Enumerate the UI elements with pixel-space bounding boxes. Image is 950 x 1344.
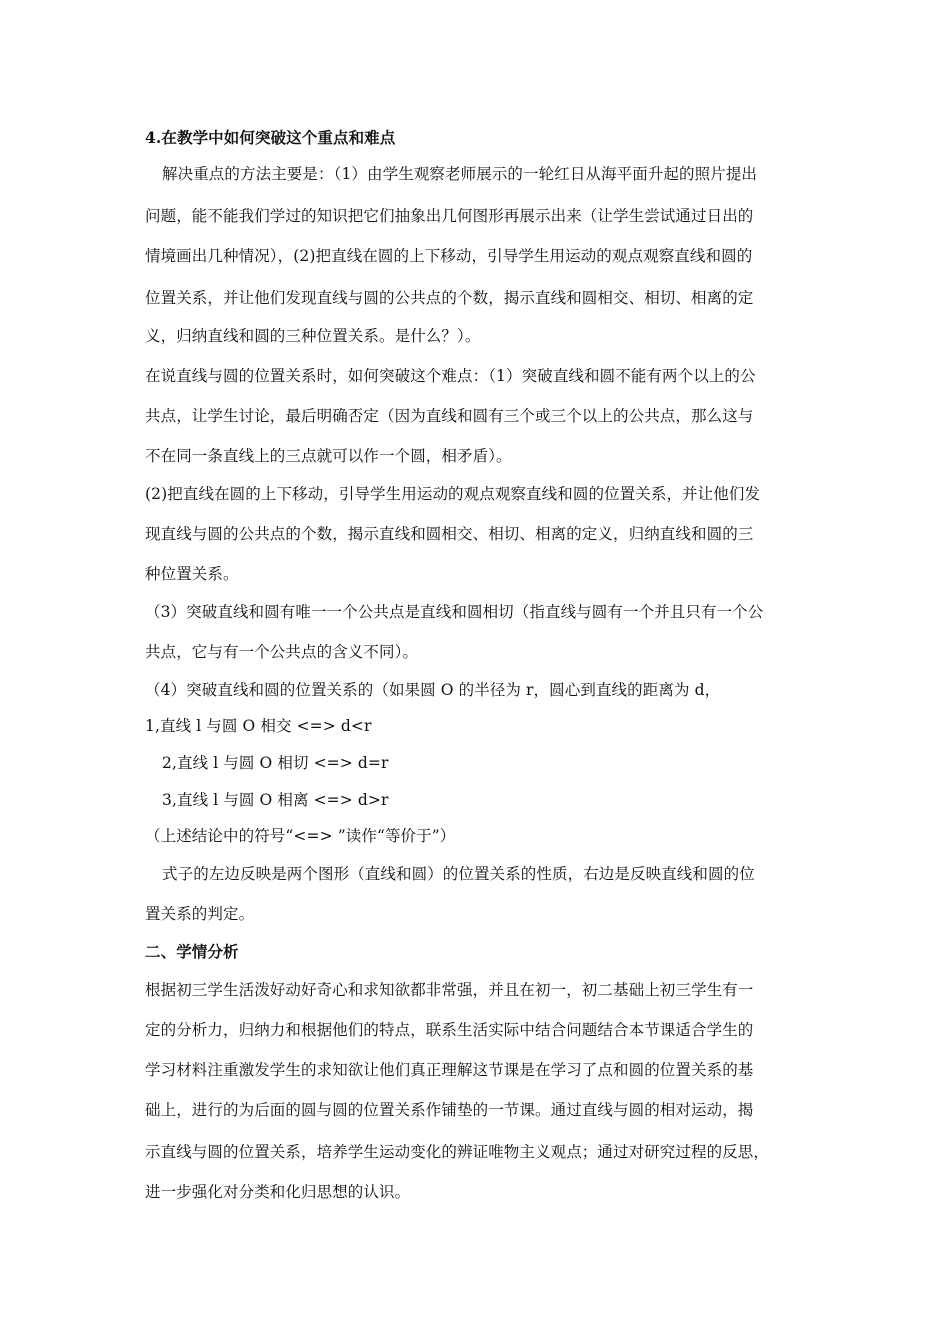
relation-line: 3,直线 l 与圆 O 相离 <=> d>r [162, 791, 389, 809]
paragraph-line: 问题，能不能我们学过的知识把它们抽象出几何图形再展示出来（让学生尝试通过日出的 [145, 207, 754, 225]
paragraph-line: 不在同一条直线上的三点就可以作一个圆，相矛盾）。 [145, 447, 512, 465]
paragraph-line: 情境画出几种情况），(2)把直线在圆的上下移动，引导学生用运动的观点观察直线和圆的 [145, 247, 753, 265]
paragraph-line: (2)把直线在圆的上下移动，引导学生用运动的观点观察直线和圆的位置关系，并让他们发 [145, 485, 761, 503]
paragraph-line: 现直线与圆的公共点的个数，揭示直线和圆相交、相切、相离的定义，归纳直线和圆的三 [145, 525, 754, 543]
paragraph-line: 置关系的判定。 [145, 905, 255, 923]
paragraph-line: 根据初三学生活泼好动好奇心和求知欲都非常强，并且在初一，初二基础上初三学生有一 [145, 981, 754, 999]
paragraph-line: 解决重点的方法主要是：（1）由学生观察老师展示的一轮红日从海平面升起的照片提出 [162, 165, 758, 183]
paragraph-line: 示直线与圆的位置关系，培养学生运动变化的辨证唯物主义观点；通过对研究过程的反思， [145, 1143, 770, 1161]
paragraph-line: 在说直线与圆的位置关系时，如何突破这个难点：（1）突破直线和圆不能有两个以上的公 [145, 367, 756, 385]
relation-line: 1,直线 l 与圆 O 相交 <=> d<r [145, 717, 372, 735]
paragraph-line: 种位置关系。 [145, 565, 239, 583]
paragraph-line: 学习材料注重激发学生的求知欲让他们真正理解这节课是在学习了点和圆的位置关系的基 [145, 1061, 754, 1079]
paragraph-line: （3）突破直线和圆有唯一一个公共点是直线和圆相切（指直线与圆有一个并且只有一个公 [145, 603, 764, 621]
paragraph-line: 位置关系，并让他们发现直线与圆的公共点的个数，揭示直线和圆相交、相切、相离的定 [145, 289, 754, 307]
paragraph-line: 共点，它与有一个公共点的含义不同）。 [145, 643, 419, 661]
paragraph-line: 进一步强化对分类和化归思想的认识。 [145, 1183, 411, 1201]
paragraph-line: （4）突破直线和圆的位置关系的（如果圆 O 的半径为 r，圆心到直线的距离为 d， [145, 681, 721, 699]
note-line: （上述结论中的符号“<=> ”读作“等价于”） [145, 827, 456, 845]
paragraph-line: 定的分析力，归纳力和根据他们的特点，联系生活实际中结合问题结合本节课适合学生的 [145, 1021, 754, 1039]
paragraph-line: 义，归纳直线和圆的三种位置关系。是什么？）。 [145, 327, 481, 345]
relation-line: 2,直线 l 与圆 O 相切 <=> d=r [162, 754, 389, 772]
section-heading-2: 二、学情分析 [145, 942, 239, 961]
paragraph-line: 共点，让学生讨论，最后明确否定（因为直线和圆有三个或三个以上的公共点，那么这与 [145, 407, 754, 425]
section-heading-4: 4.在教学中如何突破这个重点和难点 [145, 128, 396, 147]
paragraph-line: 础上，进行的为后面的圆与圆的位置关系作铺垫的一节课。通过直线与圆的相对运动，揭 [145, 1101, 754, 1119]
paragraph-line: 式子的左边反映是两个图形（直线和圆）的位置关系的性质，右边是反映直线和圆的位 [162, 865, 755, 883]
